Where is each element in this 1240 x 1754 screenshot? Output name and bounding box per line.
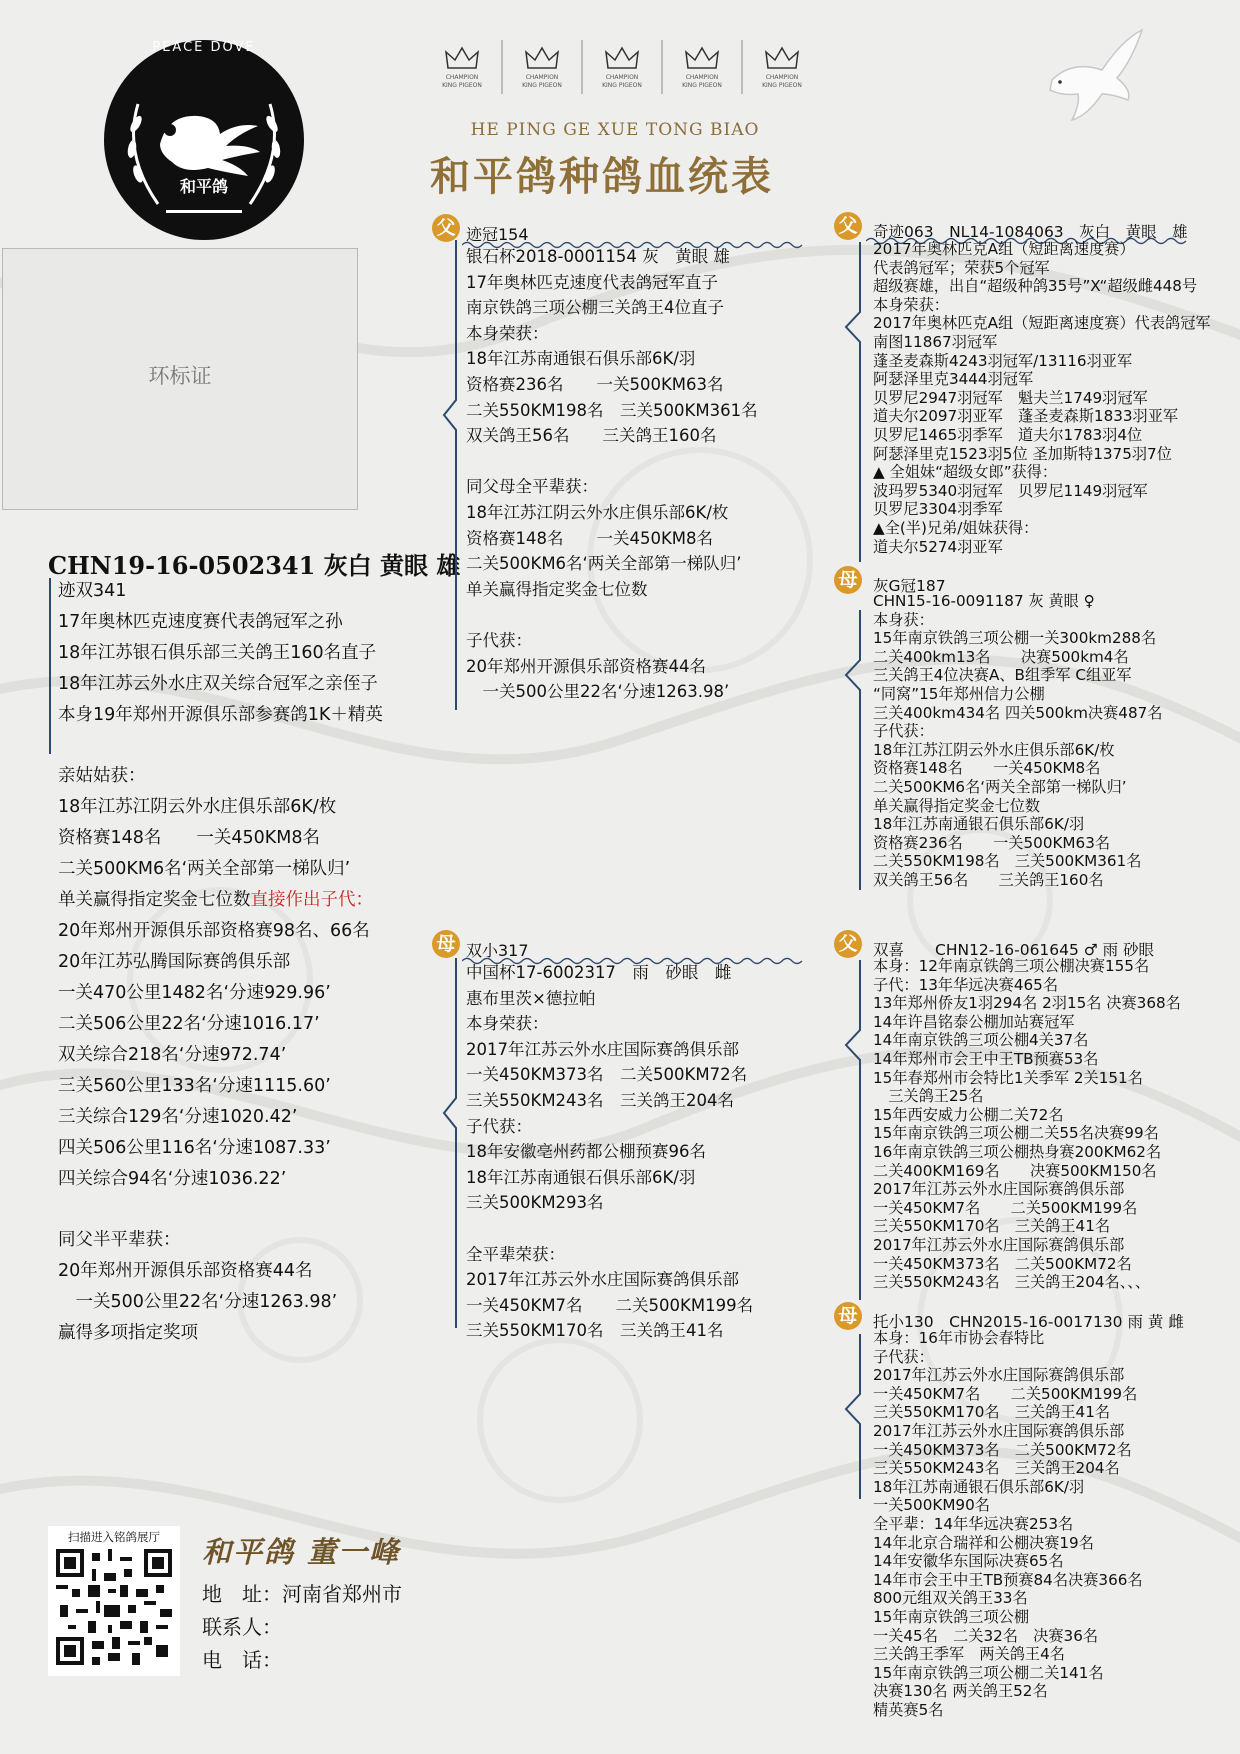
- crown-caption: CHAMPION: [765, 74, 799, 81]
- aunt-offspring-line: 三关综合129名‘分速1020.42’: [58, 1107, 298, 1127]
- subject-lines: [58, 576, 383, 731]
- half-sibling-line: 赢得多项指定奖项: [58, 1323, 198, 1343]
- dam-dam-line: 2017年江苏云外水庄国际赛鸽俱乐部: [873, 1421, 1125, 1440]
- qr-code-panel[interactable]: [48, 1526, 180, 1676]
- dam-badge: 母: [432, 930, 460, 958]
- dam-sire-line: 三关550KM170名 三关鸽王41名: [873, 1217, 1111, 1236]
- dam-sire-line: 子代：13年华远决赛465名: [873, 975, 1059, 994]
- sire-lines: [466, 244, 758, 705]
- sire-line: 同父母全平辈获：: [466, 477, 598, 497]
- dam-dam-line: 一关450KM7名 二关500KM199名: [873, 1384, 1138, 1403]
- crown-caption: CHAMPION: [445, 74, 479, 81]
- dam-sire-lines: [873, 957, 1181, 1292]
- aunt-offspring-line: 20年郑州开源俱乐部资格赛98名、66名: [58, 921, 370, 941]
- sire-dam-line: 单关赢得指定奖金七位数: [873, 796, 1041, 815]
- sire-sire-line: ▲ 全姐妹“超级女郎”获得：: [873, 463, 1058, 482]
- dam-dam-line: 14年市会王中王TB预赛84名决赛366名: [873, 1570, 1143, 1589]
- contact-block: [202, 1578, 402, 1677]
- section-heading: 同父半平辈获：: [58, 1230, 181, 1250]
- sire-sire-line: 波玛罗5340羽冠军 贝罗尼1149羽冠军: [873, 481, 1148, 500]
- dam-line: 三关500KM293名: [466, 1193, 604, 1213]
- aunt-offspring-line: 一关470公里1482名‘分速929.96’: [58, 983, 331, 1003]
- sire-bracket: [420, 240, 460, 710]
- sire-dam-line: 二关550KM198名 三关500KM361名: [873, 852, 1142, 871]
- crown-caption: CHAMPION: [605, 74, 639, 81]
- sire-sire-line: 阿瑟泽里克1523羽5位 圣加斯特1375羽7位: [873, 444, 1172, 463]
- sire-dam-line: 本身获：: [873, 610, 934, 629]
- dam-line: 2017年江苏云外水庄国际赛鸽俱乐部: [466, 1270, 739, 1290]
- aunt-offspring-line: 双关综合218名‘分速972.74’: [58, 1045, 287, 1065]
- sire-dam-line: 18年江苏南通银石俱乐部6K/羽: [873, 815, 1085, 834]
- subject-line: 17年奥林匹克速度赛代表鸽冠军之孙: [58, 612, 343, 632]
- dam-sire-line: 一关450KM7名 二关500KM199名: [873, 1198, 1138, 1217]
- sire-line: 一关500公里22名‘分速1263.98’: [466, 682, 730, 702]
- sire-sire-line: 本身荣获：: [873, 295, 949, 314]
- sire-line: 18年江苏南通银石俱乐部6K/羽: [466, 349, 696, 369]
- aunt-offspring-line: 四关综合94名‘分速1036.22’: [58, 1169, 287, 1189]
- dam-sire-line: 一关450KM373名 二关500KM72名: [873, 1254, 1132, 1273]
- dam-sire-line: 14年南京铁鸽三项公棚4关37名: [873, 1031, 1089, 1050]
- sire-line: 银石杯2018-0001154 灰 黄眼 雄: [466, 247, 730, 266]
- sire-dam-badge: 母: [834, 566, 862, 594]
- dam-name: 双小317: [466, 941, 529, 960]
- sire-dam-line: 二关500KM6名‘两关全部第一梯队归’: [873, 777, 1127, 796]
- dam-line: 子代获：: [466, 1116, 532, 1136]
- sire-sire-badge: 父: [834, 212, 862, 240]
- dove-icon: [1032, 20, 1152, 130]
- sire-line: 本身荣获：: [466, 323, 549, 343]
- aunt-offspring-line: 20年江苏弘腾国际赛鸽俱乐部: [58, 952, 291, 972]
- sire-sire-name: 奇迹063 NL14-1084063 灰白 黄眼 雄: [873, 223, 1188, 241]
- sire-dam-line: 三关400km434名 四关500km决赛487名: [873, 703, 1163, 722]
- logo-center-text: 和平鸽: [179, 177, 228, 196]
- aunt-offspring-line: 四关506公里116名‘分速1087.33’: [58, 1138, 331, 1158]
- sire-line: 二关500KM6名‘两关全部第一梯队归’: [466, 554, 742, 574]
- contact-person-line: 联系人：: [202, 1615, 282, 1639]
- sire-line: 二关550KM198名 三关500KM361名: [466, 400, 758, 420]
- dam-line: [466, 1216, 753, 1242]
- dam-dam-name: 托小130 CHN2015-16-0017130 雨 黄 雌: [873, 1313, 1184, 1331]
- sire-sire-line: 贝罗尼3304羽季军: [873, 500, 1003, 519]
- dam-line: 18年江苏南通银石俱乐部6K/羽: [466, 1167, 696, 1187]
- dam-sire-line: 14年许昌铭泰公棚加站赛冠军: [873, 1012, 1075, 1031]
- dam-line: 三关550KM170名 三关鸽王41名: [466, 1321, 724, 1341]
- sire-dam-bracket: [822, 610, 862, 890]
- dam-sire-line: 三关鸽王25名: [873, 1087, 984, 1106]
- sire-line: 子代获：: [466, 630, 532, 650]
- aunt-line: 18年江苏江阴云外水庄俱乐部6K/枚: [58, 797, 337, 817]
- dam-sire-line: 15年春郑州市会特比1关季军 2关151名: [873, 1068, 1143, 1087]
- sire-badge: 父: [432, 214, 460, 242]
- dam-line: 18年安徽亳州药都公棚预赛96名: [466, 1142, 706, 1162]
- dam-line: 三关550KM243名 三关鸽王204名: [466, 1090, 735, 1110]
- dam-bracket: [420, 958, 460, 1328]
- sire-dam-line: 资格赛148名 一关450KM8名: [873, 759, 1101, 778]
- dam-line: 中国杯17-6002317 雨 砂眼 雌: [466, 963, 732, 982]
- dam-dam-line: 15年南京铁鸽三项公棚二关141名: [873, 1663, 1104, 1682]
- sire-line: 资格赛236名 一关500KM63名: [466, 374, 724, 394]
- sire-dam-line: 二关400km13名 决赛500km4名: [873, 647, 1129, 666]
- sire-line: 20年郑州开源俱乐部资格赛44名: [466, 656, 706, 676]
- dam-line: 本身荣获：: [466, 1014, 549, 1034]
- page-title: 和平鸽种鸽血统表: [430, 153, 774, 200]
- aunt-line-highlight: 直接作出子代：: [250, 890, 373, 910]
- sire-line: 18年江苏江阴云外水庄俱乐部6K/枚: [466, 502, 729, 522]
- crown-caption: KING PIGEON: [602, 82, 642, 89]
- dam-dam-line: 全平辈：14年华远决赛253名: [873, 1514, 1074, 1533]
- dam-dam-line: 一关45名 二关32名 决赛36名: [873, 1626, 1099, 1645]
- dam-sire-line: 2017年江苏云外水庄国际赛鸽俱乐部: [873, 1235, 1125, 1254]
- subject-line: 18年江苏云外水庄双关综合冠军之亲侄子: [58, 674, 378, 694]
- aunt-offspring-line: 二关506公里22名‘分速1016.17’: [58, 1014, 320, 1034]
- dam-dam-line: 一关450KM373名 二关500KM72名: [873, 1440, 1132, 1459]
- subject-line: 本身19年郑州开源俱乐部参赛鸽1K＋精英: [58, 705, 383, 725]
- dam-dam-line: 800元组双关鸽王33名: [873, 1589, 1028, 1608]
- sire-dam-name: 灰G冠187: [873, 577, 946, 595]
- dam-line: 全平辈荣获：: [466, 1244, 565, 1264]
- sire-name: 迹冠154: [466, 225, 529, 244]
- sire-line: 17年奥林匹克速度代表鸽冠军直子: [466, 272, 718, 292]
- sire-sire-line: 道夫尔2097羽亚军 蓬圣麦森斯1833羽亚军: [873, 407, 1179, 426]
- dam-sire-bracket: [822, 960, 862, 1300]
- subject-aunt-section: [58, 761, 373, 1195]
- dam-sire-line: 13年郑州侨友1羽294名 2羽15名 决赛368名: [873, 994, 1181, 1013]
- subject-id: CHN19-16-0502341 灰白 黄眼 雄: [48, 551, 461, 580]
- signature: 和平鸽 董一峰: [202, 1535, 401, 1569]
- subject-line: 迹双341: [58, 581, 127, 601]
- subject-line: 18年江苏银石俱乐部三关鸽王160名直子: [58, 643, 377, 663]
- sire-sire-bracket: [822, 242, 862, 562]
- dam-dam-badge: 母: [834, 1302, 862, 1330]
- logo-arc-text: PEACE DOVE: [152, 40, 256, 55]
- title-pinyin: HE PING GE XUE TONG BIAO: [470, 120, 760, 140]
- phone-line: 电 话：: [202, 1648, 282, 1672]
- aunt-offspring-line: 三关560公里133名‘分速1115.60’: [58, 1076, 331, 1096]
- sire-sire-line: 2017年奥林匹克A组（短距离速度赛）: [873, 240, 1135, 258]
- aunt-line-text: 单关赢得指定奖金七位数: [58, 890, 251, 910]
- dam-dam-line: 三关550KM170名 三关鸽王41名: [873, 1403, 1111, 1422]
- section-heading: 亲姑姑获：: [58, 766, 146, 786]
- dam-line: 一关450KM373名 二关500KM72名: [466, 1065, 748, 1085]
- sire-line: 单关赢得指定奖金七位数: [466, 579, 648, 599]
- crown-caption: KING PIGEON: [682, 82, 722, 89]
- sire-sire-line: ▲全(半)兄弟/姐妹获得：: [873, 518, 1039, 537]
- sire-sire-line: 代表鸽冠军；荣获5个冠军: [873, 258, 1050, 277]
- sire-dam-line: 18年江苏江阴云外水庄俱乐部6K/枚: [873, 740, 1115, 759]
- sire-line: [466, 602, 758, 628]
- qr-title: 扫描进入铭鸽展厅: [68, 1530, 160, 1544]
- dam-dam-line: 14年安徽华东国际决赛65名: [873, 1552, 1064, 1571]
- sire-sire-line: 南图11867羽冠军: [873, 332, 998, 351]
- dam-lines: [466, 960, 753, 1344]
- sire-line: 南京铁鸽三项公棚三关鸽王4位直子: [466, 298, 724, 318]
- dam-line: 惠布里茨×德拉帕: [466, 988, 596, 1008]
- sire-dam-line: 双关鸽王56名 三关鸽王160名: [873, 870, 1104, 889]
- dam-dam-line: 14年北京合瑞祥和公棚决赛19名: [873, 1533, 1094, 1552]
- half-sibling-line: 20年郑州开源俱乐部资格赛44名: [58, 1261, 313, 1281]
- subject-half-sibling-section: [58, 1225, 337, 1349]
- dam-line: 一关450KM7名 二关500KM199名: [466, 1295, 754, 1315]
- dam-sire-line: 15年南京铁鸽三项公棚二关55名决赛99名: [873, 1124, 1159, 1143]
- dam-sire-line: 本身：12年南京铁鸽三项公棚决赛155名: [873, 957, 1150, 975]
- peace-dove-logo: [98, 34, 310, 246]
- crown-caption: CHAMPION: [685, 74, 719, 81]
- sire-dam-line: 三关鸽王4位决赛A、B组季军 C组亚军: [873, 666, 1132, 685]
- dam-dam-line: 15年南京铁鸽三项公棚: [873, 1607, 1030, 1626]
- dam-dam-line: 本身：16年市协会春特比: [873, 1329, 1045, 1347]
- dam-sire-line: 2017年江苏云外水庄国际赛鸽俱乐部: [873, 1180, 1125, 1199]
- sire-sire-line: 贝罗尼1465羽季军 道夫尔1783羽4位: [873, 425, 1143, 444]
- crown-caption: CHAMPION: [525, 74, 559, 81]
- sire-sire-line: 超级赛雄，出自“超级种鸽35号”X“超级雌448号: [873, 277, 1198, 296]
- sire-line: [466, 449, 758, 475]
- sire-line: 资格赛148名 一关450KM8名: [466, 528, 714, 548]
- crown-caption: KING PIGEON: [522, 82, 562, 89]
- dam-sire-line: 三关550KM243名 三关鸽王204名、、、: [873, 1273, 1151, 1292]
- aunt-line: [58, 885, 373, 916]
- ring-certificate-label: 环标证: [148, 364, 212, 388]
- qr-code-icon: [56, 1549, 172, 1665]
- dam-sire-line: 16年南京铁鸽三项公棚热身赛200KM62名: [873, 1142, 1162, 1161]
- dam-sire-name: 双喜 CHN12-16-061645 ♂ 雨 砂眼: [873, 941, 1155, 959]
- aunt-line: 二关500KM6名‘两关全部第一梯队归’: [58, 859, 351, 879]
- sire-dam-line: 15年南京铁鸽三项公棚一关300km288名: [873, 629, 1157, 648]
- sire-dam-line: 资格赛236名 一关500KM63名: [873, 833, 1111, 852]
- dam-sire-line: 15年西安威力公棚二关72名: [873, 1105, 1064, 1124]
- dam-sire-line: 14年郑州市会王中王TB预赛53名: [873, 1049, 1099, 1068]
- sire-sire-line: 道夫尔5274羽亚军: [873, 537, 1003, 556]
- dam-dam-line: 三关鸽王季军 两关鸽王4名: [873, 1645, 1065, 1664]
- half-sibling-line: 一关500公里22名‘分速1263.98’: [58, 1292, 338, 1312]
- dam-dam-line: 一关500KM90名: [873, 1496, 990, 1515]
- dam-sire-line: 二关400KM169名 决赛500KM150名: [873, 1161, 1157, 1180]
- dam-dam-line: 三关550KM243名 三关鸽王204名: [873, 1459, 1120, 1478]
- sire-dam-line: “同窝”15年郑州信力公棚: [873, 684, 1045, 703]
- sire-dam-line: 子代获：: [873, 722, 934, 741]
- dam-line: 2017年江苏云外水庄国际赛鸽俱乐部: [466, 1039, 739, 1059]
- dam-dam-line: 2017年江苏云外水庄国际赛鸽俱乐部: [873, 1366, 1125, 1385]
- crown-caption: KING PIGEON: [762, 82, 802, 89]
- aunt-line: 资格赛148名 一关450KM8名: [58, 828, 321, 848]
- dam-dam-line: 18年江苏南通银石俱乐部6K/羽: [873, 1477, 1085, 1496]
- sire-dam-lines: [873, 592, 1162, 890]
- sire-sire-lines: [873, 240, 1211, 556]
- dam-dam-line: 决赛130名 两关鸽王52名: [873, 1682, 1048, 1701]
- dam-dam-lines: [873, 1329, 1143, 1719]
- crown-caption: KING PIGEON: [442, 82, 482, 89]
- dam-dam-line: 精英赛5名: [873, 1700, 944, 1719]
- sire-sire-line: 2017年奥林匹克A组（短距离速度赛）代表鸽冠军: [873, 314, 1211, 333]
- dam-sire-badge: 父: [834, 930, 862, 958]
- address-line: 地 址：河南省郑州市: [202, 1582, 402, 1606]
- crown-row: [430, 36, 830, 98]
- sire-sire-line: 贝罗尼2947羽冠军 魁夫兰1749羽冠军: [873, 388, 1148, 407]
- sire-sire-line: 阿瑟泽里克3444羽冠军: [873, 370, 1034, 389]
- dam-dam-bracket: [822, 1334, 862, 1499]
- sire-dam-line: CHN15-16-0091187 灰 黄眼 ♀: [873, 592, 1095, 610]
- sire-sire-line: 蓬圣麦森斯4243羽冠军/13116羽亚军: [873, 351, 1133, 370]
- sire-line: 双关鸽王56名 三关鸽王160名: [466, 426, 717, 446]
- dam-dam-line: 子代获：: [873, 1347, 934, 1366]
